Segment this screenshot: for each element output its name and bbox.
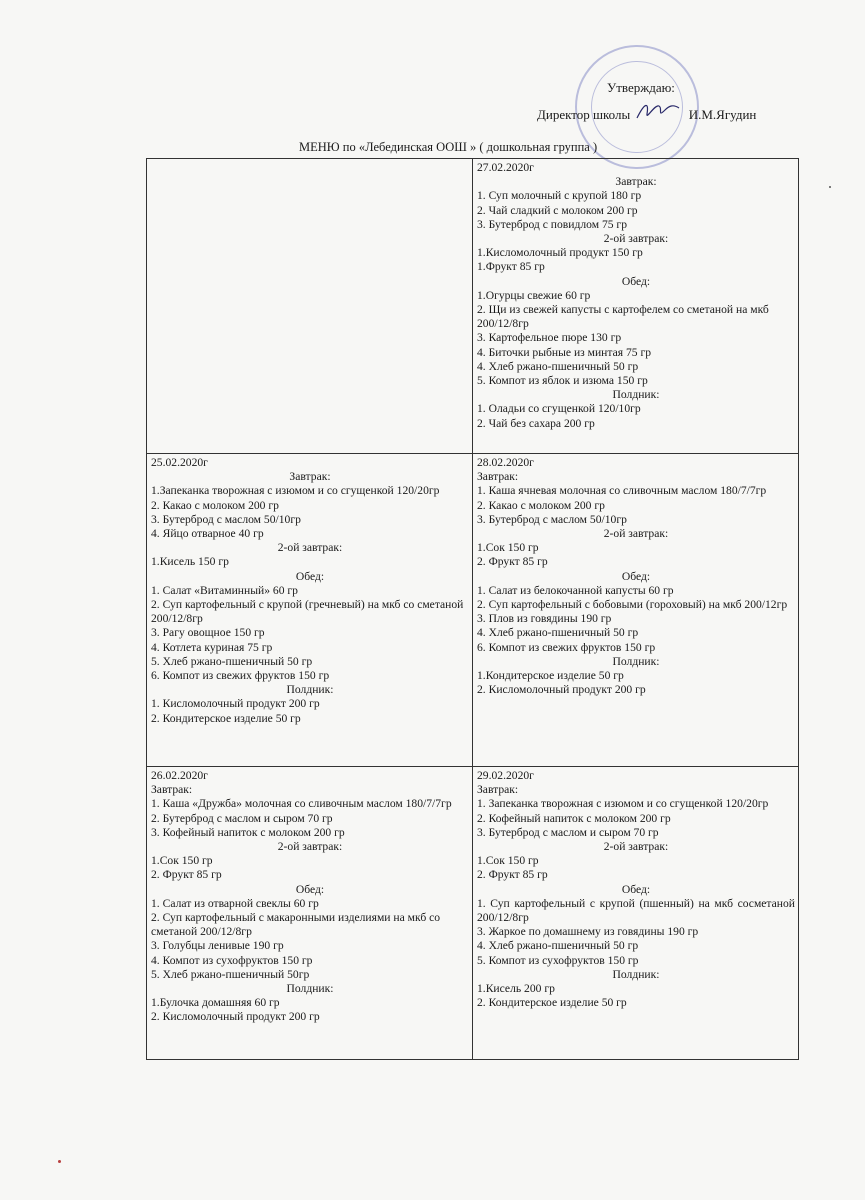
meal-heading: 2-ой завтрак: (277, 541, 343, 555)
menu-item: 5. Компот из яблок и изюма 150 гр (477, 374, 648, 388)
menu-item: 3. Плов из говядины 190 гр (477, 612, 612, 626)
menu-item: 3. Бутерброд с повидлом 75 гр (477, 217, 627, 231)
menu-item: 2. Кондитерское изделие 50 гр (477, 996, 627, 1010)
menu-item: 5. Компот из сухофруктов 150 гр (477, 953, 639, 967)
menu-item: 2. Фрукт 85 гр (477, 555, 548, 569)
menu-item: 4. Хлеб ржано-пшеничный 50 гр (477, 359, 639, 373)
menu-item: 2. Фрукт 85 гр (477, 868, 548, 882)
day-date: 25.02.2020г (151, 456, 208, 469)
menu-item: 4. Котлета куриная 75 гр (151, 640, 273, 654)
menu-item: 4. Компот из сухофруктов 150 гр (151, 953, 313, 967)
menu-item: 2. Кондитерское изделие 50 гр (151, 711, 301, 725)
menu-item: 3. Жаркое по домашнему из говядины 190 гр (477, 925, 699, 939)
menu-item: 1. Суп молочный с крупой 180 гр (477, 189, 642, 203)
menu-item: 6. Компот из свежих фруктов 150 гр (151, 669, 330, 683)
day-cell (147, 454, 473, 767)
menu-item: 1.Булочка домашняя 60 гр (151, 996, 280, 1010)
menu-item: Завтрак: (477, 470, 519, 484)
menu-item: 2. Кофейный напиток с молоком 200 гр (477, 811, 671, 825)
day-cell (473, 159, 799, 454)
menu-item: 6. Компот из свежих фруктов 150 гр (477, 640, 656, 654)
scan-speck (829, 186, 831, 188)
menu-item: 2. Какао с молоком 200 гр (477, 498, 605, 512)
meal-heading: Обед: (295, 882, 325, 896)
menu-item: 3. Голубцы ленивые 190 гр (151, 939, 284, 953)
meal-heading: Полдник: (286, 982, 334, 996)
meal-heading: Обед: (621, 274, 651, 288)
menu-item: 1. Салат из белокочанной капусты 60 гр (477, 583, 674, 597)
day-date: 29.02.2020г (477, 769, 534, 782)
menu-item: 3. Бутерброд с маслом и сыром 70 гр (477, 825, 659, 839)
meal-heading: 2-ой завтрак: (603, 840, 669, 854)
menu-item: 3. Картофельное пюре 130 гр (477, 331, 622, 345)
menu-item: 1.Кисломолочный продукт 150 гр (477, 246, 643, 260)
menu-item: 1. Оладьи со сгущенкой 120/10гр (477, 402, 641, 416)
meal-heading: Завтрак: (615, 175, 657, 189)
menu-item: 1.Запеканка творожная с изюмом и со сгущенкой 120/20гр (151, 484, 440, 498)
menu-item: 1. Каша ячневая молочная со сливочным маслом 180/7/7гр (477, 484, 767, 498)
menu-item: 3. Бутерброд с маслом 50/10гр (477, 512, 627, 526)
day-date: 26.02.2020г (151, 769, 208, 782)
menu-item: 1. Салат из отварной свеклы 60 гр (151, 896, 319, 910)
meal-heading: Полдник: (612, 967, 660, 981)
menu-item: 1.Огурцы свежие 60 гр (477, 288, 591, 302)
director-title: Директор школы (537, 107, 631, 122)
menu-item: 4. Хлеб ржано-пшеничный 50 гр (477, 626, 639, 640)
meal-heading: Обед: (621, 569, 651, 583)
meal-heading: Полдник: (286, 683, 334, 697)
menu-item: 4. Биточки рыбные из минтая 75 гр (477, 345, 652, 359)
day-date: 27.02.2020г (477, 161, 534, 174)
menu-item: 4. Хлеб ржано-пшеничный 50 гр (477, 939, 639, 953)
day-cell (473, 454, 799, 767)
menu-item: 2. Суп картофельный с бобовыми (гороховый) на мкб 200/12гр (477, 598, 788, 612)
menu-item: 2. Какао с молоком 200 гр (151, 498, 279, 512)
menu-item: 3. Бутерброд с маслом 50/10гр (151, 512, 301, 526)
menu-title: МЕНЮ по «Лебединская ООШ » ( дошкольная группа ) (299, 140, 598, 154)
day-cell (147, 767, 473, 1060)
menu-item: 3. Кофейный напиток с молоком 200 гр (151, 825, 345, 839)
meal-heading: Завтрак: (289, 470, 331, 484)
menu-item: 2. Кисломолочный продукт 200 гр (477, 683, 646, 697)
day-cell (473, 767, 799, 1060)
director-name: И.М.Ягудин (688, 107, 757, 122)
menu-item: 3. Рагу овощное 150 гр (151, 626, 265, 640)
table-row (147, 159, 799, 454)
menu-item: 2. Чай без сахара 200 гр (477, 416, 595, 430)
meal-heading: 2-ой завтрак: (603, 527, 669, 541)
menu-item: 1.Кисель 200 гр (477, 982, 555, 996)
menu-item: Завтрак: (477, 783, 519, 797)
day-cell (147, 159, 473, 454)
meal-heading: Обед: (295, 569, 325, 583)
menu-item: 2. Бутерброд с маслом и сыром 70 гр (151, 811, 333, 825)
menu-table (146, 158, 799, 1060)
menu-item: 4. Яйцо отварное 40 гр (151, 527, 264, 541)
meal-heading: Обед: (621, 882, 651, 896)
menu-item: 2. Суп картофельный с макаронными изделиями на мкб со сметаной 200/12/8гр (151, 911, 441, 939)
director-signature (635, 100, 681, 122)
menu-item: 1.Кисель 150 гр (151, 555, 229, 569)
menu-item: 1. Запеканка творожная с изюмом и со сгущенкой 120/20гр (477, 797, 769, 811)
menu-item: 5. Хлеб ржано-пшеничный 50гр (151, 967, 310, 981)
menu-item: 2. Чай сладкий с молоком 200 гр (477, 203, 638, 217)
menu-item: 2. Фрукт 85 гр (151, 868, 222, 882)
menu-item: 1. Суп картофельный с крупой (пшенный) на мкб сосметаной 200/12/8гр (477, 896, 795, 925)
day-date: 28.02.2020г (477, 456, 534, 469)
approval-heading: Утверждаю: (607, 80, 675, 95)
menu-item: 1.Сок 150 гр (477, 541, 539, 555)
meal-heading: 2-ой завтрак: (603, 232, 669, 246)
menu-item: 1. Кисломолочный продукт 200 гр (151, 697, 320, 711)
menu-item: 1.Сок 150 гр (477, 854, 539, 868)
menu-item: 2. Щи из свежей капусты с картофелем со сметаной на мкб 200/12/8гр (477, 303, 769, 331)
menu-item: 1. Каша «Дружба» молочная со сливочным маслом 180/7/7гр (151, 797, 452, 811)
menu-item: 1. Салат «Витаминный» 60 гр (151, 583, 298, 597)
table-row (147, 454, 799, 767)
meal-heading: Полдник: (612, 654, 660, 668)
menu-item: 1.Фрукт 85 гр (477, 260, 545, 274)
menu-item: 1.Сок 150 гр (151, 854, 213, 868)
menu-item: 2. Кисломолочный продукт 200 гр (151, 1010, 320, 1024)
menu-item: 2. Суп картофельный с крупой (гречневый) на мкб со сметаной 200/12/8гр (151, 598, 464, 626)
menu-item: 1.Кондитерское изделие 50 гр (477, 669, 624, 683)
scan-speck (58, 1160, 61, 1163)
menu-item: 5. Хлеб ржано-пшеничный 50 гр (151, 654, 313, 668)
table-row (147, 767, 799, 1060)
menu-item: Завтрак: (151, 783, 193, 797)
meal-heading: Полдник: (612, 388, 660, 402)
meal-heading: 2-ой завтрак: (277, 840, 343, 854)
